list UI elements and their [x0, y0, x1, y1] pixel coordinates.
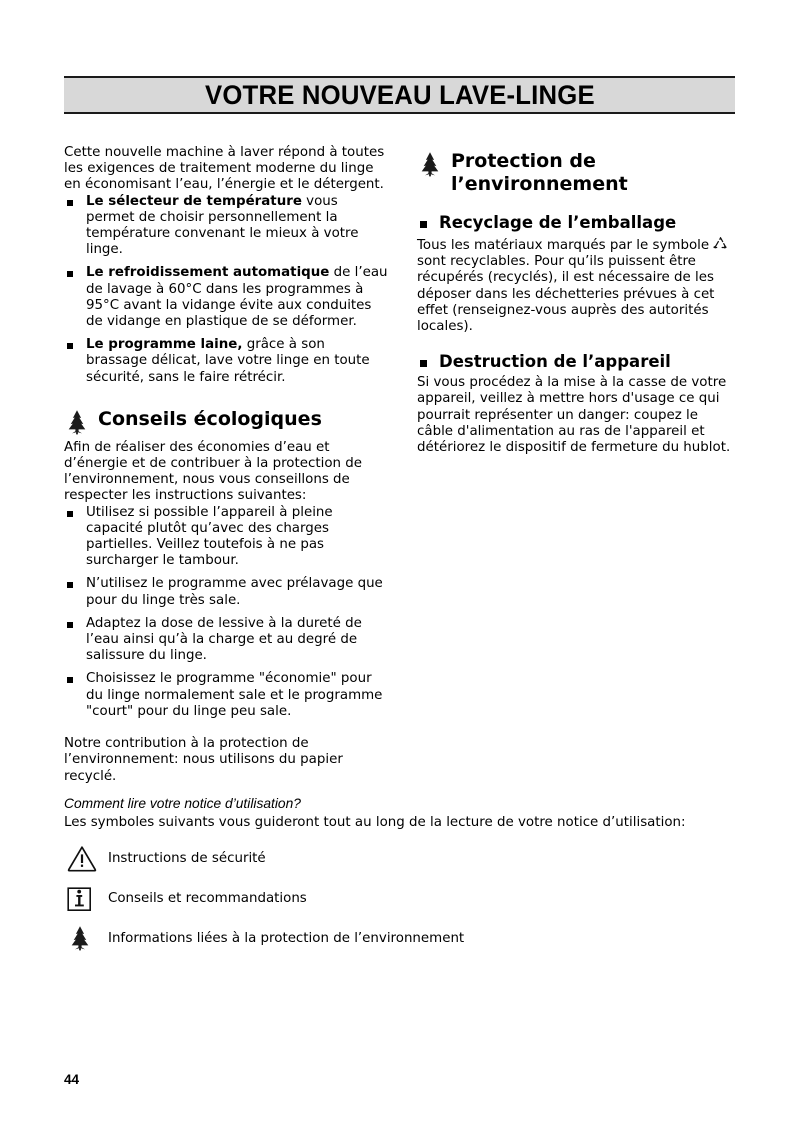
square-bullet-icon	[420, 221, 427, 228]
intro-paragraph: Cette nouvelle machine à laver répond à toutes les exigences de traitement moderne du linge en économisant l’eau, l’énergie et le détergent.	[64, 145, 385, 193]
tree-icon	[64, 924, 108, 952]
environment-heading-line1: Protection de	[451, 150, 596, 172]
info-box-icon	[64, 885, 108, 912]
recyclage-paragraph	[417, 236, 737, 335]
square-bullet-icon	[67, 271, 73, 277]
square-bullet-icon	[67, 343, 73, 349]
eco-tip-text: Adaptez la dose de lessive à la dureté de l’eau ainsi qu’à la charge et au degré de salissure du linge.	[86, 615, 362, 664]
page-number: 44	[64, 1072, 80, 1087]
list-item	[64, 265, 389, 330]
eco-closing-paragraph: Notre contribution à la protection de l’environnement: nous utilisons du papier recyclé.	[64, 736, 343, 784]
page-title-banner	[64, 76, 735, 114]
legend-item-tips	[64, 883, 736, 913]
square-bullet-icon	[67, 677, 73, 683]
recyclage-text-before: Tous les matériaux marqués par le symbole	[417, 238, 710, 253]
list-item	[64, 505, 389, 570]
tree-icon	[64, 409, 90, 435]
feature-lead: Le sélecteur de température	[86, 193, 302, 209]
feature-list	[64, 194, 389, 386]
section-heading-label: Recyclage de l’emballage	[439, 213, 677, 232]
eco-tips-list	[64, 505, 389, 720]
recycling-icon	[712, 236, 729, 251]
legend-item-label: Instructions de sécurité	[108, 850, 266, 866]
section-heading-destruction	[417, 351, 737, 372]
legend-item-environment	[64, 923, 736, 953]
environment-heading-line2: l’environnement	[451, 173, 628, 195]
legend-intro: Les symboles suivants vous guideront tout au long de la lecture de votre notice d’utilisation:	[64, 815, 686, 830]
symbol-legend	[64, 795, 736, 963]
eco-tip-text: N’utilisez le programme avec prélavage que pour du linge très sale.	[86, 576, 383, 608]
feature-lead: Le programme laine,	[86, 337, 243, 353]
eco-intro-paragraph: Afin de réaliser des économies d’eau et d’énergie et de contribuer à la protection de l’environnement, nous vous conseillons de respecter les instructions suivantes:	[64, 439, 362, 504]
legend-item-label: Conseils et recommandations	[108, 890, 307, 906]
feature-body: grâce à son brassage délicat, lave votre linge en toute sécurité, sans le faire rétrécir.	[86, 337, 370, 385]
section-heading-recyclage	[417, 212, 737, 233]
square-bullet-icon	[67, 511, 73, 517]
tree-icon	[417, 151, 443, 177]
destruction-paragraph: Si vous procédez à la mise à la casse de votre appareil, veillez à mettre hors d'usage ce qui pourrait représenter un danger: coupez le câble d'alimentation au ras de l'appareil et détériorez le dispositif de fermeture du hublot.	[417, 375, 731, 456]
list-item	[64, 194, 389, 259]
left-column	[64, 145, 389, 785]
square-bullet-icon	[67, 200, 73, 206]
recyclage-text-after: sont recyclables. Pour qu’ils puissent être récupérés (recyclés), il est nécessaire de les déposer dans les déchetteries prévues à cet effet (renseignez-vous auprès des autorités locales).	[417, 254, 715, 335]
square-bullet-icon	[67, 582, 73, 588]
eco-tip-text: Utilisez si possible l’appareil à pleine capacité plutôt qu’avec des charges partielles. Veillez toutefois à ne pas surcharger le tambour.	[86, 504, 333, 569]
square-bullet-icon	[420, 360, 427, 367]
legend-item-safety	[64, 843, 736, 873]
eco-tip-text: Choisissez le programme "économie" pour du linge normalement sale et le programme "court" pour du linge peu sale.	[86, 671, 383, 719]
eco-tips-heading-label: Conseils écologiques	[98, 407, 322, 430]
list-item	[64, 576, 389, 608]
right-column	[417, 150, 737, 456]
list-item	[64, 337, 389, 386]
feature-body: vous permet de choisir personnellement la température convenant le mieux à votre linge.	[86, 193, 359, 258]
page-title: VOTRE NOUVEAU LAVE-LINGE	[204, 79, 595, 110]
eco-tips-heading	[64, 408, 389, 434]
environment-protection-heading	[417, 150, 737, 196]
feature-body: de l’eau de lavage à 60°C dans les programmes à 95°C avant la vidange évite aux conduites de vidange en plastique de se déformer.	[86, 265, 388, 330]
legend-title: Comment lire votre notice d’utilisation?	[64, 796, 301, 811]
feature-lead: Le refroidissement automatique	[86, 265, 330, 281]
section-heading-label: Destruction de l’appareil	[439, 352, 671, 372]
warning-triangle-icon	[64, 845, 108, 872]
list-item	[64, 616, 389, 665]
legend-item-label: Informations liées à la protection de l’environnement	[108, 930, 465, 946]
square-bullet-icon	[67, 622, 73, 628]
list-item	[64, 671, 389, 720]
